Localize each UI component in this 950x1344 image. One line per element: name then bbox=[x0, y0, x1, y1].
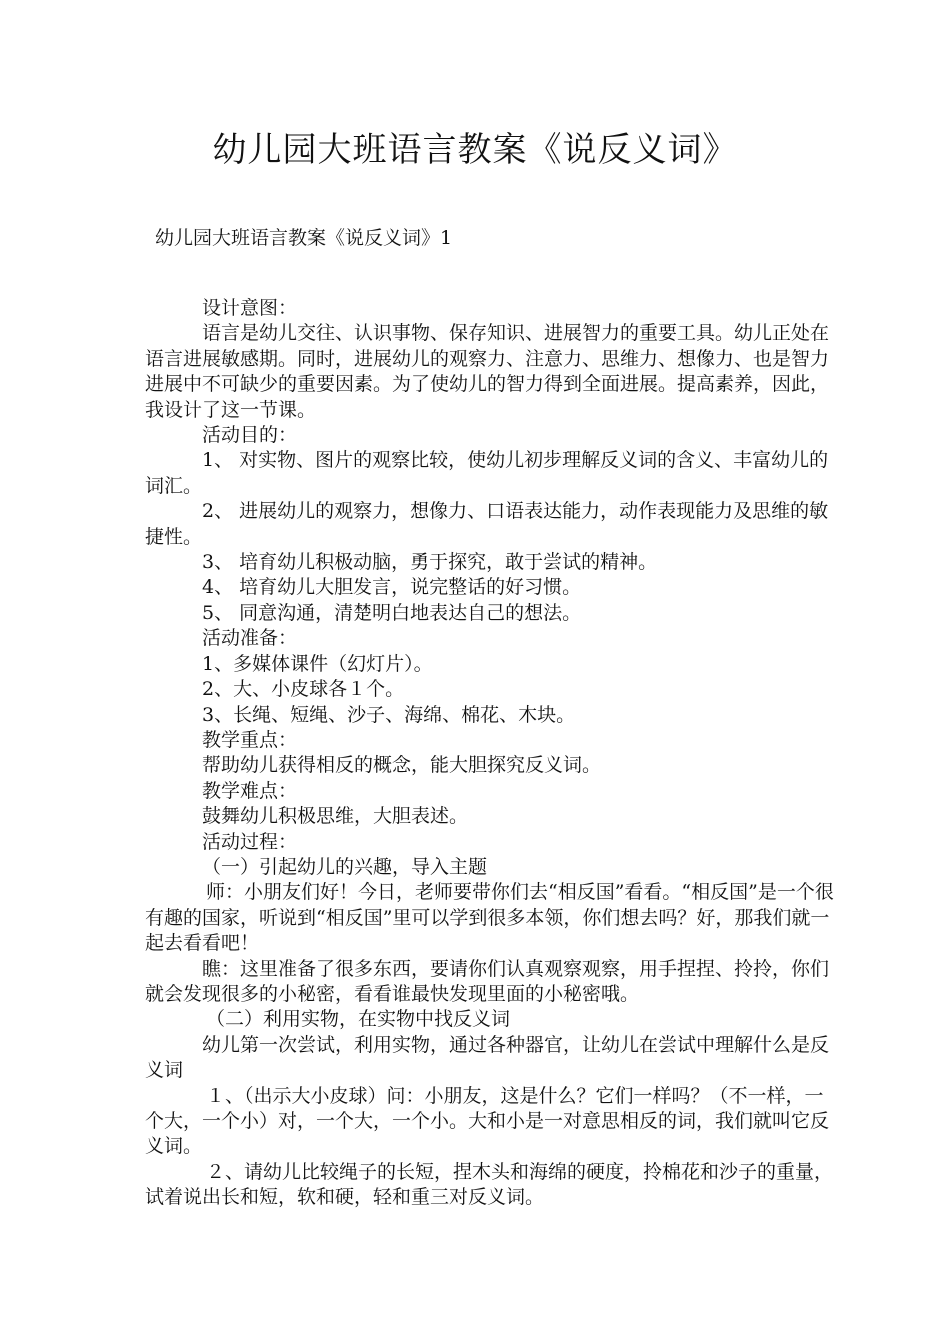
paragraph: 师：小朋友们好！今日，老师要带你们去“相反国”看看。“相反国”是一个很有趣的国家，听说到“相反国”里可以学到很多本领，你们想去吗？好，那我们就一起去看看吧！ bbox=[145, 881, 834, 955]
goal-item: 3、 培育幼儿积极动脑，勇于探究，敢于尝试的精神。 bbox=[202, 551, 658, 574]
paragraph: ２、请幼儿比较绳子的长短，捏木头和海绵的硬度，拎棉花和沙子的重量，试着说出长和短，软和硬，轻和重三对反义词。 bbox=[145, 1160, 834, 1209]
document-body bbox=[145, 296, 835, 1211]
paragraph: 瞧：这里准备了很多东西，要请你们认真观察观察，用手捏捏、拎拎，你们就会发现很多的小秘密，看看谁最快发现里面的小秘密哦。 bbox=[145, 957, 830, 1005]
heading-activity-prep: 活动准备： bbox=[202, 627, 298, 650]
goal-item: 1、 对实物、图片的观察比较，使幼儿初步理解反义词的含义、丰富幼儿的词汇。 bbox=[145, 449, 829, 497]
goal-item: 4、 培育幼儿大胆发言，说完整话的好习惯。 bbox=[202, 576, 582, 599]
paragraph-teaching-difficulty: 鼓舞幼儿积极思维，大胆表述。 bbox=[202, 805, 469, 828]
paragraph-design-intent: 语言是幼儿交往、认识事物、保存知识、进展智力的重要工具。幼儿正处在语言进展敏感期。同时，进展幼儿的观察力、注意力、思维力、想像力、也是智力进展中不可缺少的重要因素。为了使幼儿的智力得到全面进展。提高素养，因此，我设计了这一节课。 bbox=[145, 322, 830, 421]
heading-design-intent: 设计意图： bbox=[202, 297, 298, 319]
paragraph: 幼儿第一次尝试，利用实物，通过各种器官，让幼儿在尝试中理解什么是反义词 bbox=[145, 1033, 830, 1082]
paragraph-teaching-focus: 帮助幼儿获得相反的概念，能大胆探究反义词。 bbox=[202, 754, 602, 777]
heading-teaching-focus: 教学重点： bbox=[202, 728, 298, 751]
section-heading: （一）引起幼儿的兴趣，导入主题 bbox=[202, 855, 488, 878]
prep-item: 2、大、小皮球各１个。 bbox=[202, 678, 405, 701]
prep-item: 3、长绳、短绳、沙子、海绵、棉花、木块。 bbox=[202, 703, 576, 726]
document-subtitle: 幼儿园大班语言教案《说反义词》1 bbox=[155, 227, 453, 249]
paragraph: １、（出示大小皮球）问：小朋友，这是什么？它们一样吗？（不一样，一个大，一个小）对，一个大，一个小。大和小是一对意思相反的词，我们就叫它反义词。 bbox=[145, 1084, 830, 1158]
document-title: 幼儿园大班语言教案《说反义词》 bbox=[212, 130, 738, 170]
heading-activity-goals: 活动目的： bbox=[202, 424, 298, 447]
goal-item: 5、 同意沟通，清楚明白地表达自己的想法。 bbox=[202, 601, 582, 624]
prep-item: 1、多媒体课件（幻灯片）。 bbox=[202, 652, 433, 675]
heading-activity-process: 活动过程： bbox=[202, 830, 298, 853]
heading-teaching-difficulty: 教学难点： bbox=[202, 779, 298, 802]
goal-item: 2、 进展幼儿的观察力，想像力、口语表达能力，动作表现能力及思维的敏捷性。 bbox=[145, 500, 829, 548]
section-heading: （二）利用实物，在实物中找反义词 bbox=[206, 1008, 511, 1031]
